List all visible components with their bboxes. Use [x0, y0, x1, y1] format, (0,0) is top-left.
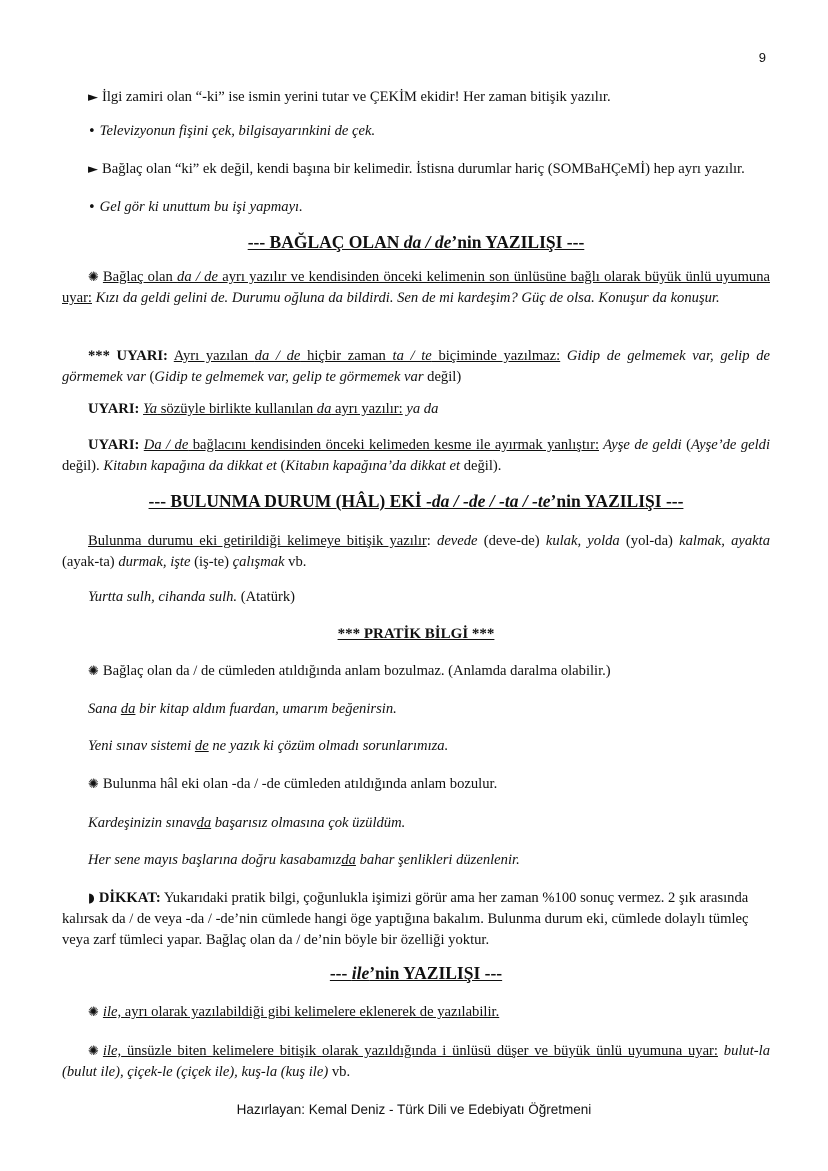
section-heading	[62, 232, 770, 253]
paragraph	[62, 813, 770, 834]
text-run: Bulunma hâl eki olan -da / -de cümleden atıldığında anlam bozulur.	[102, 776, 498, 792]
swirl-icon: ✺	[88, 270, 99, 285]
paragraph	[62, 1041, 770, 1083]
text-run: (	[276, 458, 286, 474]
text-run: ’nin YAZILIŞI ---	[369, 963, 503, 983]
section-heading	[62, 963, 770, 984]
text-run: Yukarıdaki pratik bilgi, çoğunlukla işimizi görür ama her zaman %100 sonuç vermez. 2 şık arasında kalırsak da / de veya -da / -de’nin cümlede hangi öge yaptığına bakalım. Bulunma durum eki, cümlede dolaylı tümleç veya zarf tümleci yapar. Bağlaç olan da / de’nin böyle bir özelliği yoktur.	[62, 890, 749, 948]
text-run: *** PRATİK BİLGİ ***	[337, 626, 495, 642]
text-run: da	[120, 701, 136, 717]
text-run: Kitabın kapağına’da dikkat et	[285, 458, 461, 474]
text-run: ---	[329, 963, 352, 983]
text-run: --- BULUNMA DURUM (HÂL) EKİ	[148, 491, 427, 511]
paragraph	[62, 435, 770, 477]
text-run: DİKKAT:	[98, 890, 161, 906]
text-run: ile,	[102, 1004, 122, 1020]
text-run: Ayşe de geldi	[599, 437, 682, 453]
text-run: hiçbir zaman	[300, 348, 393, 364]
text-run: ne yazık ki çözüm olmadı sorunlarımıza.	[208, 738, 449, 754]
text-run: Kızı da geldi gelini de. Durumu oğluna da bildirdi. Sen de mi kardeşim? Güç de olsa. Konuşur da konuşur.	[92, 290, 720, 306]
paragraph	[62, 87, 770, 108]
text-run: ta / te	[392, 348, 432, 364]
text-run: (	[681, 437, 692, 453]
text-run: UYARI:	[88, 437, 140, 453]
page-footer: Hazırlayan: Kemal Deniz - Türk Dili ve Edebiyatı Öğretmeni	[236, 1102, 592, 1117]
text-run: sözüyle birlikte kullanılan	[157, 401, 317, 417]
text-run: bulut-la (bulut ile), çiçek-le (çiçek ile), kuş-la (kuş ile)	[62, 1043, 770, 1080]
swirl-icon: ✺	[88, 664, 99, 679]
text-run: UYARI:	[88, 401, 140, 417]
text-run: (iş-te)	[190, 554, 233, 570]
text-run: bağlacını kendisinden önceki kelimeden kesme ile ayırmak yanlıştır:	[188, 437, 599, 453]
text-run: çalışmak	[232, 554, 285, 570]
text-run: Bağlaç olan “ki” ek değil, kendi başına bir kelimedir. İstisna durumlar hariç (SOMBaHÇeMİ) hep ayrı yazılır.	[102, 161, 745, 177]
text-run: kulak, yolda	[545, 533, 620, 549]
text-run: *** UYARI:	[88, 348, 168, 364]
paragraph	[62, 1002, 770, 1023]
text-run: (	[145, 369, 155, 385]
paragraph	[62, 888, 770, 951]
text-run: Bağlaç olan da / de cümleden atıldığında anlam bozulmaz. (Anlamda daralma olabilir.)	[102, 663, 611, 679]
section-heading	[62, 491, 770, 512]
text-run: ünsüzle biten kelimelere bitişik olarak yazıldığında i ünlüsü düşer ve büyük ünlü uyumuna uyar:	[121, 1043, 718, 1059]
paragraph	[62, 661, 770, 682]
swirl-icon: ✺	[88, 1005, 99, 1020]
text-run: da / de	[177, 269, 218, 285]
attention-icon: ◗	[88, 891, 95, 906]
text-run: İlgi zamiri olan “-ki” ise ismin yerini tutar ve ÇEKİM ekidir! Her zaman bitişik yazılır.	[102, 89, 611, 105]
text-run: biçiminde yazılmaz:	[431, 348, 561, 364]
paragraph	[62, 399, 770, 420]
text-run: (Atatürk)	[237, 589, 296, 605]
text-run: başarısız olmasına çok üzüldüm.	[211, 815, 406, 831]
paragraph	[62, 267, 770, 309]
text-run: ile,	[102, 1043, 122, 1059]
swirl-icon: ✺	[88, 777, 99, 792]
text-run: ’nin YAZILIŞI ---	[550, 491, 684, 511]
text-run: (yol-da)	[619, 533, 680, 549]
text-run: Televizyonun fişini çek, bilgisayarınkini de çek.	[99, 123, 376, 139]
paragraph	[62, 197, 818, 218]
text-run: Da / de	[143, 437, 189, 453]
bullet-icon: •	[88, 200, 96, 215]
text-run: ayrı yazılır ve kendisinden önceki kelimenin son ünlüsüne bağlı olarak büyük ünlü uyumuna uyar:	[62, 269, 770, 306]
paragraph	[62, 736, 770, 757]
section-heading	[62, 624, 770, 645]
text-run: Ya	[143, 401, 158, 417]
arrow-icon: ►	[88, 90, 98, 105]
text-run: ayrı yazılır:	[331, 401, 403, 417]
text-run: ’nin YAZILIŞI ---	[451, 232, 585, 252]
text-run: ayrı olarak yazılabildiği gibi kelimelere eklenerek de yazılabilir.	[121, 1004, 500, 1020]
text-run: Bulunma durumu eki getirildiği kelimeye bitişik yazılır	[88, 533, 427, 549]
text-run: vb.	[284, 554, 307, 570]
text-run: --- BAĞLAÇ OLAN	[247, 232, 404, 252]
swirl-icon: ✺	[88, 1044, 99, 1059]
text-run: ile	[351, 963, 370, 983]
text-run: değil).	[460, 458, 502, 474]
text-run: da	[316, 401, 332, 417]
text-run: :	[426, 533, 438, 549]
paragraph	[62, 774, 770, 795]
text-run: da / de	[403, 232, 452, 252]
text-run: ya da	[402, 401, 439, 417]
text-run: Gel gör ki unuttum bu işi yapmayı.	[99, 199, 303, 215]
text-run: Kardeşinizin sınav	[88, 815, 197, 831]
text-run: Yeni sınav sistemi	[88, 738, 195, 754]
paragraph	[62, 850, 770, 871]
arrow-icon: ►	[88, 162, 98, 177]
text-run: durmak, işte	[118, 554, 191, 570]
text-run: -da / -de / -ta / -te	[426, 491, 551, 511]
paragraph	[62, 159, 770, 180]
text-run: (ayak-ta)	[62, 554, 119, 570]
text-run: da	[196, 815, 212, 831]
text-run: Yurtta sulh, cihanda sulh.	[88, 589, 238, 605]
text-run: (deve-de)	[477, 533, 546, 549]
text-run: Ayşe’de geldi	[691, 437, 770, 453]
text-run: Bağlaç olan	[102, 269, 178, 285]
text-run: Sana	[88, 701, 121, 717]
text-run: bir kitap aldım fuardan, umarım beğenirsin.	[135, 701, 397, 717]
text-run: Kitabın kapağına da dikkat et	[103, 458, 277, 474]
paragraph	[62, 531, 770, 573]
text-run: Gidip de gelmemek var, gelip de görmemek var	[62, 348, 770, 385]
bullet-icon: •	[88, 124, 96, 139]
text-run: Gidip te gelmemek var, gelip te görmemek var	[154, 369, 424, 385]
paragraph	[62, 121, 818, 142]
text-run: vb.	[328, 1064, 351, 1080]
text-run: da	[341, 852, 356, 868]
paragraph	[62, 346, 770, 388]
page-number: 9	[758, 50, 766, 65]
text-run: Her sene mayıs başlarına doğru kasabamız	[88, 852, 342, 868]
text-run: değil).	[62, 458, 104, 474]
text-run: değil)	[423, 369, 462, 385]
paragraph	[62, 587, 770, 608]
text-run: Ayrı yazılan	[173, 348, 255, 364]
text-run: bahar şenlikleri düzenlenir.	[355, 852, 520, 868]
paragraph	[62, 699, 770, 720]
text-run: de	[194, 738, 209, 754]
text-run: devede	[437, 533, 478, 549]
text-run: kalmak, ayakta	[679, 533, 771, 549]
text-run: da / de	[254, 348, 301, 364]
